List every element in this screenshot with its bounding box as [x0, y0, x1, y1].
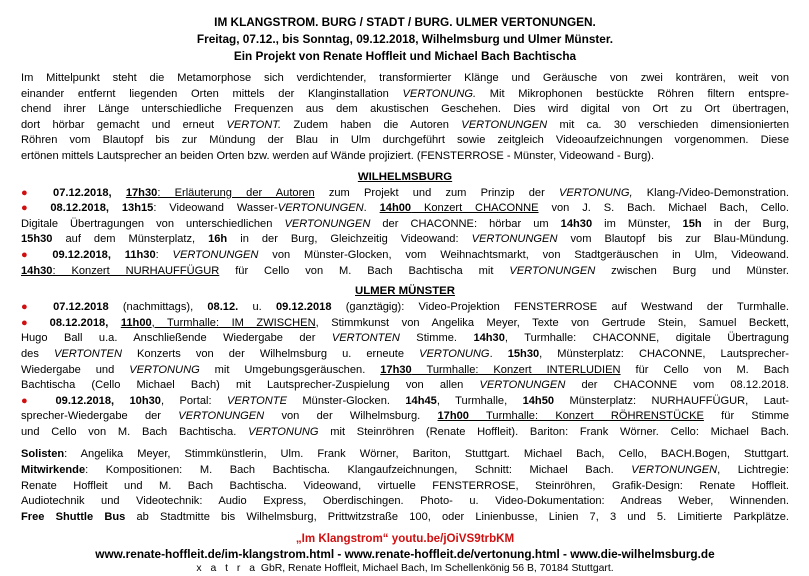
credits-line: Mitwirkende: Kompositionen: M. Bach Bachtischa. Klangaufzeichnungen, Schnitt: Michael Bach. VERTONUNGEN, Lichtregie: [21, 464, 789, 477]
header-dates: Freitag, 07.12., bis Sonntag, 09.12.2018, Wilhelmsburg und Ulmer Münster. [196, 32, 614, 46]
footer [21, 531, 789, 576]
muenster-events [21, 300, 789, 440]
section-heading-muenster: ULMER MÜNSTER [355, 285, 455, 298]
event-line: sprecher-Wiedergabe der VERTONUNGEN von der Wilhelmsburg. 17h00 Turmhalle: Konzert RÖHRENSTÜCKE für Stimme [21, 410, 790, 423]
header-authors: Ein Projekt von Renate Hoffleit und Michael Bach Bachtischa [233, 49, 577, 63]
bullet-icon: ● [21, 202, 38, 215]
intro-line: Röhren vom Blautopf bis zur Mündung der Blau in Ulm durchgeführt sowie zeitgleich Videoaufzeichnungen vorgenommen. Diese [21, 134, 789, 147]
event-line: Wiedergabe und VERTONUNG mit Umgebungsgeräuschen. 17h30 Turmhalle: Konzert INTERLUDIEN für Cello von M. Bach [21, 363, 790, 376]
intro-line: chend ihrer Länge unterschiedliche Frequenzen aus dem akustischen Geschehen. Dies wird digital von Ort zu Ort übertragen, [21, 103, 789, 116]
event-line: ● 09.12.2018, 10h30, Portal: VERTONTE Münster-Glocken. 14h45, Turmhalle, 14h50 Münsterplatz: NURHAUFFÜGUR, Laut- [21, 394, 789, 407]
event-line: Hugo Ball u.a. Anschließende Wiedergabe der VERTONTEN Stimme. 14h30, Turmhalle: CHACONNE, digitale Übertragung [21, 332, 789, 345]
intro-paragraph [21, 71, 789, 165]
intro-line: Im Mittelpunkt steht die Metamorphose sich verdichtender, transformierter Klänge und Geräusche von zwei konträren, weit von [21, 72, 789, 84]
event-line: des VERTONTEN Konzerts von der Wilhelmsburg u. erneute VERTONUNG. 15h30, Münsterplatz: CHACONNE, Lautsprecher- [21, 347, 790, 360]
credits-line: Renate Hoffleit und M. Bach Bachtischa. Videowand, virtuelle FENSTERROSE, Steinröhren, Grafik-Design: Renate Hoffleit. [21, 479, 789, 492]
event-line: Bachtischa (Cello Michael Bach) mit Lautsprecher-Zuspielung von allen VERTONUNGEN der CHACONNE vom 08.12.2018. [21, 379, 789, 392]
event-line: Digitale Übertragungen von unterschiedlichen VERTONUNGEN der CHACONNE: hörbar um 14h30 im Münster, 15h in der Burg, [21, 217, 789, 230]
event-line: 15h30 auf dem Münsterplatz, 16h in der Burg, Gleichzeitig Videowand: VERTONUNGEN vom Blautopf bis zur Blau-Mündung. [21, 233, 790, 246]
header-title: IM KLANGSTROM. BURG / STADT / BURG. ULMER VERTONUNGEN. [214, 15, 596, 29]
event-line: ● 08.12.2018, 13h15: Videowand Wasser-VERTONUNGEN. 14h00 Konzert CHACONNE von J. S. Bach. Michael Bach, Cello. [21, 202, 790, 215]
bullet-icon: ● [21, 248, 39, 261]
credits-line: Audiotechnik und Videotechnik: Audio Express, Oberdischingen. Photo- u. Video-Dokumentation: Andreas Weber, Winnenden. [21, 495, 789, 508]
company-address: x a t r a GbR, Renate Hoffleit, Michael Bach, Im Schellenkönig 56 B, 70184 Stuttgart. [196, 563, 614, 575]
credits-line: Solisten: Angelika Meyer, Stimmkünstlerin, Ulm. Frank Wörner, Bariton, Stuttgart. Michael Bach, Cello, BACH.Bogen, Stuttgart. [21, 448, 789, 461]
bullet-icon: ● [21, 301, 39, 314]
event-line: und Cello von M. Bach Bachtischa. VERTONUNG mit Steinröhren (Renate Hoffleit). Bariton: Frank Wörner. Cello: Michael Bach. [21, 425, 790, 438]
intro-line: einander entfernt liegenden Orten mittels der Klanginstallation VERTONUNG. Mit Mikrophonen bestückte Röhren filtern entspre- [21, 87, 789, 100]
flyer-document [21, 14, 789, 576]
header [21, 14, 789, 65]
bullet-icon: ● [21, 394, 41, 407]
intro-line: ertönen mittels Lautsprecher an beiden Orten bzw. werden auf Wände projiziert. (FENSTERROSE - Münster, Videowand - Burg). [21, 149, 655, 162]
website-links[interactable]: www.renate-hoffleit.de/im-klangstrom.html - www.renate-hoffleit.de/vertonung.html - www.die-wilhelmsburg.de [95, 547, 715, 562]
event-line: 14h30: Konzert NURHAUFFÜGUR für Cello von M. Bach Bachtischa mit VERTONUNGEN zwischen Burg und Münster. [21, 264, 789, 277]
credits-line: Free Shuttle Bus ab Stadtmitte bis Wilhelmsburg, Prittwitzstraße 100, oder Linienbusse, Linien 7, 3 und 5. Limitierte Parkplätze. [21, 510, 789, 523]
event-line: ● 09.12.2018, 11h30: VERTONUNGEN von Münster-Glocken, vom Weihnachtsmarkt, von Stadtgeräuschen in Ulm, Videowand. [21, 248, 789, 261]
intro-line: dort hörbar gemacht und erneut VERTONT. Zudem haben die Autoren VERTONUNGEN mit ca. 30 verschieden dimensionierten [21, 118, 789, 131]
event-line: ● 08.12.2018, 11h00, Turmhalle: IM ZWISCHEN, Stimmkunst von Angelika Meyer, Texte von Gertrude Stein, Samuel Beckett, [21, 316, 790, 329]
event-line: ● 07.12.2018 (nachmittags), 08.12. u. 09.12.2018 (ganztägig): Video-Projektion FENSTERROSE auf Westwand der Turmhalle. [21, 301, 789, 314]
event-line: ● 07.12.2018, 17h30: Erläuterung der Autoren zum Projekt und zum Prinzip der VERTONUNG, Klang-/Video-Demonstration. [21, 186, 789, 199]
credits [21, 447, 789, 525]
video-link[interactable]: „Im Klangstrom“ youtu.be/jOiVS9trbKM [295, 532, 515, 546]
bullet-icon: ● [21, 186, 39, 199]
section-heading-wilhelmsburg: WILHELMSBURG [357, 170, 453, 183]
bullet-icon: ● [21, 316, 38, 329]
wilhelmsburg-events [21, 186, 789, 280]
